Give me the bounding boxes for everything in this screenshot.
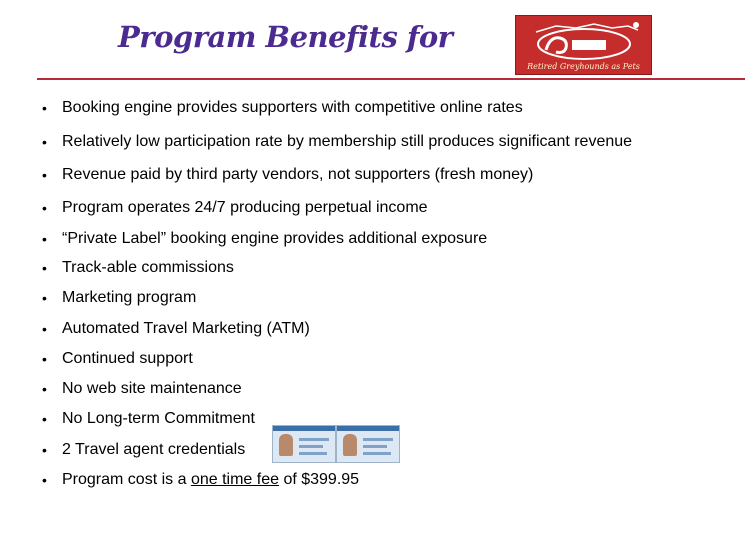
- bullet-icon: •: [42, 134, 47, 150]
- bullet-icon: •: [42, 200, 47, 216]
- bullet-icon: •: [42, 100, 47, 116]
- bullet-icon: •: [42, 231, 47, 247]
- bullet-icon: •: [42, 321, 47, 337]
- one-time-fee-text: one time fee: [190, 471, 279, 488]
- travel-agent-credential-image: [336, 425, 400, 463]
- bullet-icon: •: [42, 381, 47, 397]
- travel-agent-credential-image: [272, 425, 336, 463]
- logo-tagline: Retired Greyhounds as Pets: [527, 62, 640, 71]
- greyhound-logo-icon: [516, 16, 652, 64]
- bullet-icon: •: [42, 411, 47, 427]
- bullet-icon: •: [42, 167, 47, 183]
- bullet-icon: •: [42, 290, 47, 306]
- bullet-icon: •: [42, 351, 47, 367]
- bullet-icon: •: [42, 442, 47, 458]
- slide-title: Program Benefits for: [118, 20, 453, 54]
- bullet-icon: •: [42, 472, 47, 488]
- greyhound-logo: [515, 15, 652, 75]
- cost-suffix: of $399.95: [279, 471, 360, 488]
- bullet-icon: •: [42, 260, 47, 276]
- cost-prefix: Program cost is a: [62, 471, 191, 488]
- title-divider: [37, 78, 745, 80]
